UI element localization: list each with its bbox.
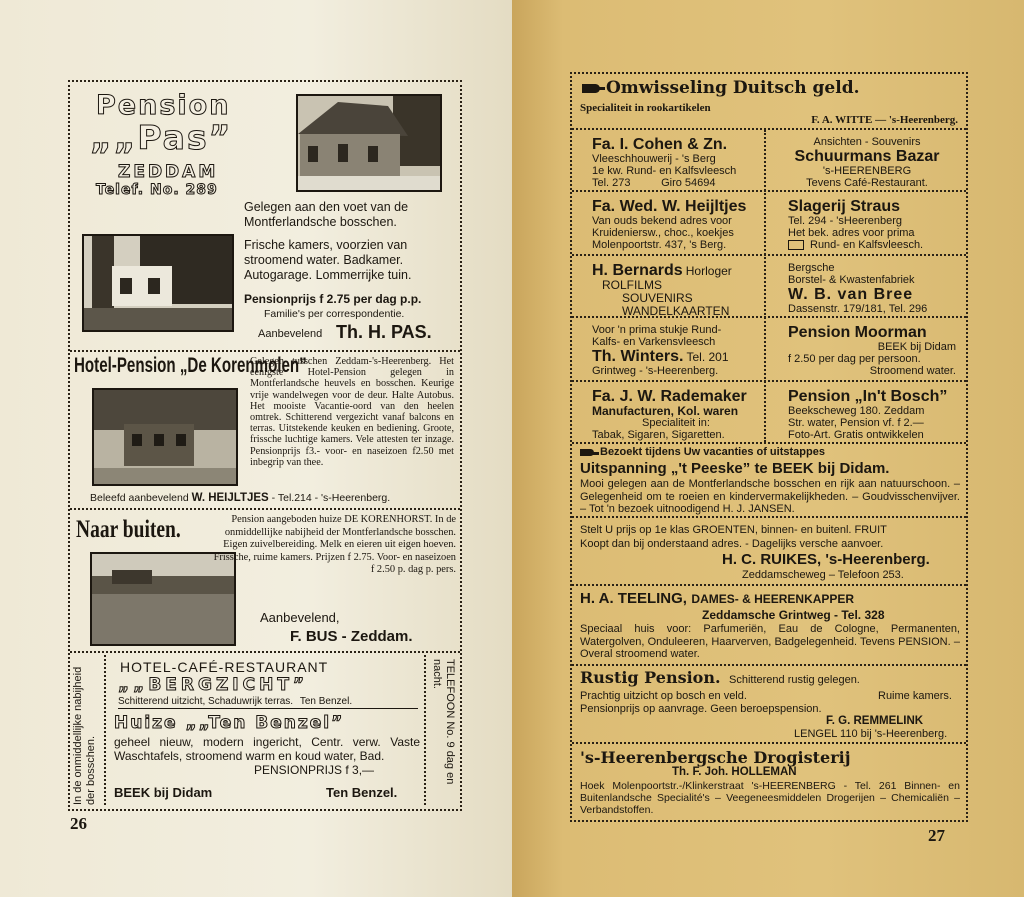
winters-name: Th. Winters. xyxy=(592,348,684,365)
rustig-line2b: Ruime kamers. xyxy=(878,690,952,702)
right-page-number: 27 xyxy=(928,826,945,845)
bergzicht-line1: HOTEL-CAFÉ-RESTAURANT xyxy=(120,659,329,675)
cohen-line2: Vleeschhouwerij - 's Berg xyxy=(592,153,716,165)
rademaker-name: Fa. J. W. Rademaker xyxy=(592,388,747,405)
ad-moorman xyxy=(782,322,962,379)
naar-buiten-recommend: Aanbevelend, xyxy=(260,610,340,625)
van-bree-name: W. B. van Bree xyxy=(788,286,914,303)
schuurmans-name: Schuurmans Bazar xyxy=(794,148,940,165)
heijltjes-name: Fa. Wed. W. Heijltjes xyxy=(592,198,747,215)
ruikes-line2: Koopt dan bij onderstaand adres. - Dagelijks versche aanvoer. xyxy=(580,538,884,550)
shop-sign-icon xyxy=(788,240,804,250)
teeling-address: Zeddamsche Grintweg - Tel. 328 xyxy=(702,608,885,622)
moorman-line2: BEEK bij Didam xyxy=(877,341,956,353)
pas-name-line2: „„Pas” xyxy=(90,118,233,157)
straus-line3: Het bek. adres voor prima xyxy=(788,227,915,239)
korenmolen-text: Gelegen tusschen Zeddam-'s-Heerenberg. Het eenigste Hotel-Pension gelegen in Montferlandsche heuvels en bosschen. Keurige vrije wandelwegen voor de deur. Halte Autobus. Het mooiste Vacantie-oord van den heelen omtrek. Schitterend vergezicht vanaf balcons en terras. Uitstekende keuken en bediening. Groote, frissche luchtige kamers. Vele attesten ter inzage. Pensionprijs f3.- voor- en naseizoen f2.50 met inbegrip van thee. xyxy=(250,356,454,468)
ad-schuurmans xyxy=(772,134,962,191)
korenmolen-footer-label: Beleefd aanbevelend xyxy=(90,492,189,504)
bernards-trade: Horloger xyxy=(685,264,732,278)
naar-buiten-intro: Pension aangeboden huize DE KORENHORST. In de onmiddellijke nabijheid der Montferlandsche bosschen. Eigen zuivelbereiding. Melk en eieren uit eigen hoeven. Frissche, ruime kamers. Prijzen f 2.75. Voor- en naseizoen f 2.50 p. dag p. pers. xyxy=(213,514,456,575)
right-ad-frame xyxy=(570,72,968,822)
pas-price: Pensionprijs f 2.75 per dag p.p. xyxy=(244,292,422,306)
pas-text2: Frische kamers, voorzien van stroomend water. Badkamer. Autogarage. Lommerrijke tuin. xyxy=(244,238,412,282)
korenmolen-photo xyxy=(92,388,238,486)
bergzicht-side-left: In de onmiddellijke nabijheid der bosschen. xyxy=(72,666,97,805)
pas-recommend-label: Aanbevelend xyxy=(258,328,323,340)
bernards-line2: ROLFILMS xyxy=(602,278,663,292)
int-bosch-name: Pension „In't Bosch” xyxy=(788,388,948,405)
rademaker-line3: Specialiteit in: xyxy=(642,417,710,429)
schuurmans-line3: 's-HEERENBERG xyxy=(822,165,912,177)
pas-text1: Gelegen aan den voet van de Montferlandsche bosschen. xyxy=(244,200,409,229)
schuurmans-line4: Tevens Café-Restaurant. xyxy=(806,177,928,189)
ad-heijltjes xyxy=(586,196,762,253)
ad-pension-pas xyxy=(70,82,460,352)
bergzicht-sub xyxy=(118,696,418,709)
bergzicht-divider-right xyxy=(424,655,426,805)
rustig-title: Rustig Pension. xyxy=(580,668,721,687)
grid-vertical-divider xyxy=(764,130,766,442)
teeling-name: H. A. TEELING, xyxy=(580,590,687,607)
ad-grid xyxy=(572,130,966,442)
ad-van-bree xyxy=(782,260,962,317)
korenmolen-title: Hotel-Pension „De Korenmolen” xyxy=(74,354,307,377)
duitsch-geld-title: Omwisseling Duitsch geld. xyxy=(606,78,860,98)
rustig-name: F. G. REMMELINK xyxy=(826,715,924,727)
peeske-text: Mooi gelegen aan de Montferlandsche bosschen en rijk aan natuurschoon. – Gelegenheid om te roeien en kindervermakelijkheden. – Goudvisschenvijver. – Tot 'n bezoek uitnoodigend H. J. JANSEN. xyxy=(580,478,960,515)
moorman-name: Pension Moorman xyxy=(788,324,927,341)
straus-line2: Tel. 294 - 'sHeerenberg xyxy=(788,215,902,227)
bernards-line3: SOUVENIRS xyxy=(622,291,693,305)
right-page xyxy=(512,0,1024,897)
cohen-name: Fa. I. Cohen & Zn. xyxy=(592,136,728,153)
rustig-title-sub: Schitterend rustig gelegen. xyxy=(729,674,860,686)
bergzicht-text: geheel nieuw, modern ingericht, Centr. verw. Vaste Waschtafels, stroomend warm en koud water, Bad. xyxy=(114,735,420,763)
teeling-header xyxy=(580,590,854,608)
rustig-header xyxy=(580,668,860,688)
bergzicht-huize: Huize „„Ten Benzel” xyxy=(114,713,345,733)
rustig-line3: Pensionprijs op aanvrage. Geen beroepspension. xyxy=(580,703,822,715)
rademaker-line4: Tabak, Sigaren, Sigaretten. xyxy=(592,429,725,441)
ruikes-line1: Stelt U prijs op 1e klas GROENTEN, binnen- en buitenl. FRUIT xyxy=(580,524,887,536)
bergzicht-sub-owner: Ten Benzel. xyxy=(299,696,353,707)
ad-rademaker xyxy=(586,386,762,443)
winters-line4: Grintweg - 's-Heerenberg. xyxy=(592,365,719,377)
winters-line2: Kalfs- en Varkensvleesch xyxy=(592,336,716,348)
rustig-address: LENGEL 110 bij 's-Heerenberg. xyxy=(794,728,948,740)
winters-line1: Voor 'n prima stukje Rund- xyxy=(592,324,722,336)
int-bosch-line4: Foto-Art. Gratis ontwikkelen xyxy=(788,429,924,441)
peeske-title: Uitspanning „'t Peeske” te BEEK bij Didam. xyxy=(580,460,890,477)
drogisterij-text: Hoek Molenpoortstr.-/Klinkerstraat 's-HEERENBERG - Tel. 261 Binnen- en Buitenlandsche Specialité's – Veegeneesmiddelen Drogerijen – Chemicaliën – Verbandstoffen. xyxy=(580,780,960,816)
ad-duitsch-geld xyxy=(572,74,966,130)
int-bosch-line2: Beekscheweg 180. Zeddam xyxy=(788,405,925,417)
duitsch-geld-sub: Specialiteit in rookartikelen xyxy=(580,102,711,114)
pointing-hand-icon xyxy=(582,84,600,93)
bernards-name: H. Bernards xyxy=(592,262,683,279)
ad-drogisterij xyxy=(572,744,966,820)
bergzicht-sub-text: Schitterend uitzicht, Schaduwrijk terras. xyxy=(118,696,294,707)
straus-name: Slagerij Straus xyxy=(788,198,901,215)
pas-garden-photo xyxy=(82,234,234,332)
bergzicht-owner: Ten Benzel. xyxy=(326,785,398,800)
pointing-hand-icon xyxy=(580,449,594,456)
teeling-text: Speciaal huis voor: Parfumeriën, Eau de Cologne, Permanenten, Watergolven, Onduleeren, Haarverven, Badgelegenheid. Tevens PENSION. – Overal stroomend water. xyxy=(580,623,960,660)
ad-int-bosch xyxy=(782,386,962,443)
drogisterij-owner: Th. F. Joh. HOLLEMAN xyxy=(672,766,797,778)
naar-buiten-title: Naar buiten. xyxy=(76,516,181,543)
bergzicht-price: PENSIONPRIJS f 3,— xyxy=(254,763,375,777)
van-bree-line1: Bergsche xyxy=(788,262,835,274)
moorman-line3: f 2.50 per dag per persoon. xyxy=(788,353,921,365)
korenmolen-footer-name: W. HEIJLTJES xyxy=(191,492,269,504)
bergzicht-side-right: TELEFOON No. 9 dag en nacht. xyxy=(431,659,456,785)
peeske-note: Bezoekt tijdens Uw vacanties of uitstappes xyxy=(600,446,825,458)
drogisterij-title: 's-Heerenbergsche Drogisterij xyxy=(580,748,851,767)
pas-place: ZEDDAM xyxy=(118,162,219,182)
duitsch-geld-title-row xyxy=(582,78,860,98)
pas-recommend-name: Th. H. PAS. xyxy=(336,322,432,342)
left-ad-frame xyxy=(68,80,462,811)
rustig-line2: Prachtig uitzicht op bosch en veld. xyxy=(580,690,747,702)
ad-ruikes xyxy=(572,518,966,586)
van-bree-line2: Borstel- & Kwastenfabriek xyxy=(788,274,915,286)
bergzicht-divider-left xyxy=(104,655,106,805)
heijltjes-line3: Kruideniersw., choc., koekjes xyxy=(592,227,734,239)
grid-row-divider-4 xyxy=(572,380,966,382)
ruikes-address: Zeddamscheweg – Telefoon 253. xyxy=(742,569,904,581)
peeske-note-row xyxy=(580,446,825,458)
naar-buiten-name: F. BUS - Zeddam. xyxy=(290,628,413,645)
winters-tel: Tel. 201 xyxy=(686,350,729,364)
korenmolen-footer-tel: - Tel.214 - 's-Heerenberg. xyxy=(271,492,391,504)
ad-winters xyxy=(586,322,762,379)
ad-rustig xyxy=(572,666,966,744)
cohen-line4: Tel. 273 Giro 54694 xyxy=(592,177,716,189)
ad-teeling xyxy=(572,586,966,666)
pas-phone: Telef. No. 289 xyxy=(96,182,218,198)
cohen-line3: 1e kw. Rund- en Kalfsvleesch xyxy=(592,165,737,177)
schuurmans-line1: Ansichten - Souvenirs xyxy=(813,136,921,148)
left-page-number: 26 xyxy=(70,814,87,833)
duitsch-geld-owner: F. A. WITTE — 's-Heerenberg. xyxy=(811,114,958,126)
ad-korenmolen xyxy=(70,352,460,510)
heijltjes-line2: Van ouds bekend adres voor xyxy=(592,215,732,227)
pas-name-line1: Pension xyxy=(96,90,231,121)
heijltjes-line4: Molenpoortstr. 437, 's Berg. xyxy=(592,239,727,251)
ad-straus xyxy=(782,196,962,253)
moorman-line4: Stroomend water. xyxy=(869,365,956,377)
rademaker-line2: Manufacturen, Kol. waren xyxy=(592,404,739,418)
bergzicht-name: „„BERGZICHT” xyxy=(118,675,309,695)
korenmolen-footer xyxy=(90,492,390,504)
bergzicht-place: BEEK bij Didam xyxy=(114,785,213,800)
ad-naar-buiten xyxy=(70,510,460,653)
ad-bernards xyxy=(586,260,762,320)
grid-row-divider-2 xyxy=(572,254,966,256)
pas-house-photo xyxy=(296,94,442,192)
ad-cohen xyxy=(586,134,762,191)
int-bosch-line3: Str. water, Pension vf. f 2.— xyxy=(788,417,924,429)
bernards-line4: WANDELKAARTEN xyxy=(622,304,730,318)
straus-line4: Rund- en Kalfsvleesch. xyxy=(810,239,924,251)
ad-peeske xyxy=(572,442,966,518)
ad-bergzicht xyxy=(70,653,460,809)
ruikes-name: H. C. RUIKES, 's-Heerenberg. xyxy=(722,551,930,568)
straus-line4-row xyxy=(788,239,956,251)
teeling-trade: DAMES- & HEERENKAPPER xyxy=(691,592,855,606)
van-bree-line4: Dassenstr. 179/181, Tel. 296 xyxy=(788,303,928,315)
pas-family: Familie's per correspondentie. xyxy=(264,308,405,320)
